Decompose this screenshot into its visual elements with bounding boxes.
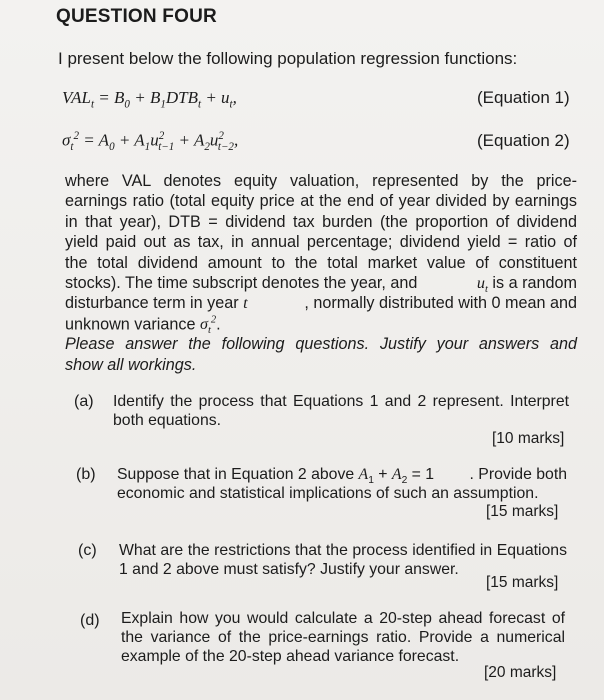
description-line-part: disturbance term in year [65,294,239,313]
equation-2: $\sigma_t^2 = A_0 + A_1u^2_{t-1} + A_2u^2_{t-2}$, [62,130,239,154]
question-line: example of the 20-step ahead variance forecast. [121,648,460,665]
equation-1-label: (Equation 1) [477,88,570,107]
description-line: yield paid out as tax, in annual percentage; dividend yield = ratio of [65,233,577,252]
description-line: disturbance term in year t , normally distributed with 0 mean and [65,294,577,314]
question-line-part: Suppose that in Equation 2 above [117,466,355,483]
question-heading: QUESTION FOUR [56,6,217,27]
description-line-part: , normally distributed with 0 mean and [304,294,577,313]
intro-text: I present below the following population regression functions: [58,49,518,68]
question-line: Suppose that in Equation 2 above $A_1 + A_2 = 1$ . Provide both [117,466,567,487]
instruction-line: Please answer the following questions. Justify your answers and [65,335,577,354]
description-line: the total dividend amount to the total market value of constituent [65,253,577,272]
equation-2-label: (Equation 2) [477,131,570,150]
question-line: What are the restrictions that the process identified in Equations [119,542,567,559]
description-line: earnings ratio (total equity price at the end of year divided by earnings [65,192,577,211]
question-d-letter: (d) [80,612,100,629]
question-b-letter: (b) [76,466,96,483]
question-a-letter: (a) [74,393,94,410]
question-line: 1 and 2 above must satisfy? Justify your answer. [119,561,459,578]
description-line: where VAL denotes equity valuation, represented by the price- [65,172,577,190]
question-d-marks: [20 marks] [484,664,557,681]
description-line: in that year), DTB = dividend tax burden (the proportion of dividend [65,212,577,231]
description-line-part: stocks). The time subscript denotes the year, and [65,273,418,292]
description-line-part: unknown variance [65,315,196,334]
question-a-marks: [10 marks] [492,430,565,447]
question-line-part: . Provide both [469,466,567,483]
description-line-part: is a random [492,273,577,292]
equation-1: $VAL_t = B_0 + B_1DTB_t + u_t$, [62,88,237,111]
question-c-letter: (c) [78,542,97,559]
question-line: the variance of the price-earnings ratio. Provide a numerical [121,629,565,646]
question-line: both equations. [113,412,222,429]
question-b-marks: [15 marks] [486,503,559,520]
question-line: Identify the process that Equations 1 and 2 represent. Interpret [113,393,569,410]
instruction-line: show all workings. [65,355,197,374]
question-c-marks: [15 marks] [486,574,559,591]
question-b-text [117,466,567,504]
description-line: unknown variance $\sigma_t^2$. [65,314,221,337]
description-paragraph [65,172,577,376]
question-line: Explain how you would calculate a 20-step ahead forecast of [121,610,565,627]
question-line: economic and statistical implications of such an assumption. [117,485,539,502]
question-d-text [121,610,565,667]
description-line: stocks). The time subscript denotes the year, and $u_t$ is a random [65,273,577,296]
question-a-text [113,393,569,431]
